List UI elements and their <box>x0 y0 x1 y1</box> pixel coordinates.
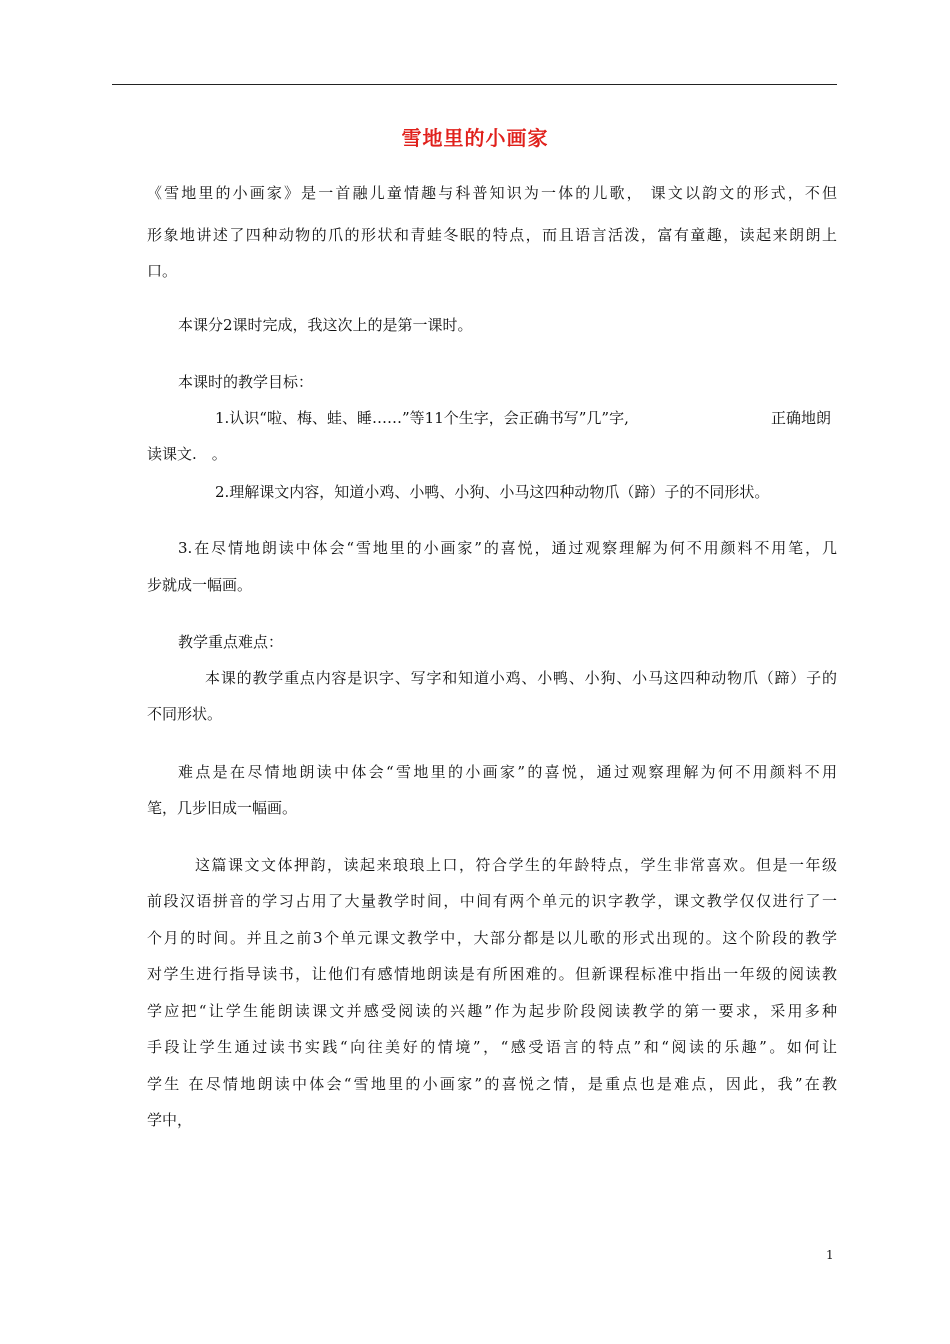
page-number: 1 <box>826 1248 834 1262</box>
text-line: 这篇课文文体押韵，读起来琅琅上口，符合学生的年龄特点，学生非常喜欢。但是一年级 <box>195 856 837 874</box>
text-line: 前段汉语拼音的学习占用了大量教学时间，中间有两个单元的识字教学，课文教学仅仅进行了一 <box>147 892 837 910</box>
text-line: 不同形状。 <box>147 705 223 723</box>
text-line: 教学重点难点： <box>178 633 284 651</box>
header-rule <box>112 84 837 85</box>
text-line: 口。 <box>147 262 178 280</box>
text-line: 笔，几步旧成一幅画。 <box>147 799 298 817</box>
text-line: 形象地讲述了四种动物的爪的形状和青蛙冬眠的特点，而且语言活泼，富有童趣，读起来朗朗上 <box>147 226 837 244</box>
text-line: 读课文. 。 <box>147 445 227 463</box>
text-line: 本课分2课时完成，我这次上的是第一课时。 <box>178 316 473 334</box>
text-line: 1.认识“啦、梅、蛙、睡……”等11个生字，会正确书写”几”字, <box>215 409 629 427</box>
text-line: 难点是在尽情地朗读中体会“雪地里的小画家”的喜悦，通过观察理解为何不用颜料不用 <box>178 763 837 781</box>
text-line: 学应把“让学生能朗读课文并感受阅读的兴趣”作为起步阶段阅读教学的第一要求，采用多种 <box>147 1002 837 1020</box>
text-line: 正确地朗 <box>771 409 832 427</box>
text-line: 本课的教学重点内容是识字、写字和知道小鸡、小鸭、小狗、小马这四种动物爪（蹄）子的 <box>205 669 837 687</box>
text-line: 步就成一幅画。 <box>147 576 253 594</box>
text-line: 个月的时间。并且之前3个单元课文教学中，大部分都是以儿歌的形式出现的。这个阶段的教学 <box>147 929 837 947</box>
text-line: 《雪地里的小画家》是一首融儿童情趣与科普知识为一体的儿歌， 课文以韵文的形式，不但 <box>147 184 837 202</box>
text-line: 手段让学生通过读书实践“向往美好的情境”，“感受语言的特点”和“阅读的乐趣”。如何让 <box>147 1038 837 1056</box>
text-line: 学生 在尽情地朗读中体会“雪地里的小画家”的喜悦之情，是重点也是难点，因此，我”在教 <box>147 1075 837 1093</box>
text-line: 本课时的教学目标： <box>178 373 314 391</box>
text-line: 3.在尽情地朗读中体会“雪地里的小画家”的喜悦，通过观察理解为何不用颜料不用笔，几 <box>178 539 837 557</box>
document-title: 雪地里的小画家 <box>401 126 549 150</box>
text-line: 学中， <box>147 1111 193 1129</box>
text-line: 2.理解课文内容，知道小鸡、小鸭、小狗、小马这四种动物爪（蹄）子的不同形状。 <box>215 483 770 501</box>
text-line: 对学生进行指导读书，让他们有感情地朗读是有所困难的。但新课程标准中指出一年级的阅读教 <box>147 965 837 983</box>
